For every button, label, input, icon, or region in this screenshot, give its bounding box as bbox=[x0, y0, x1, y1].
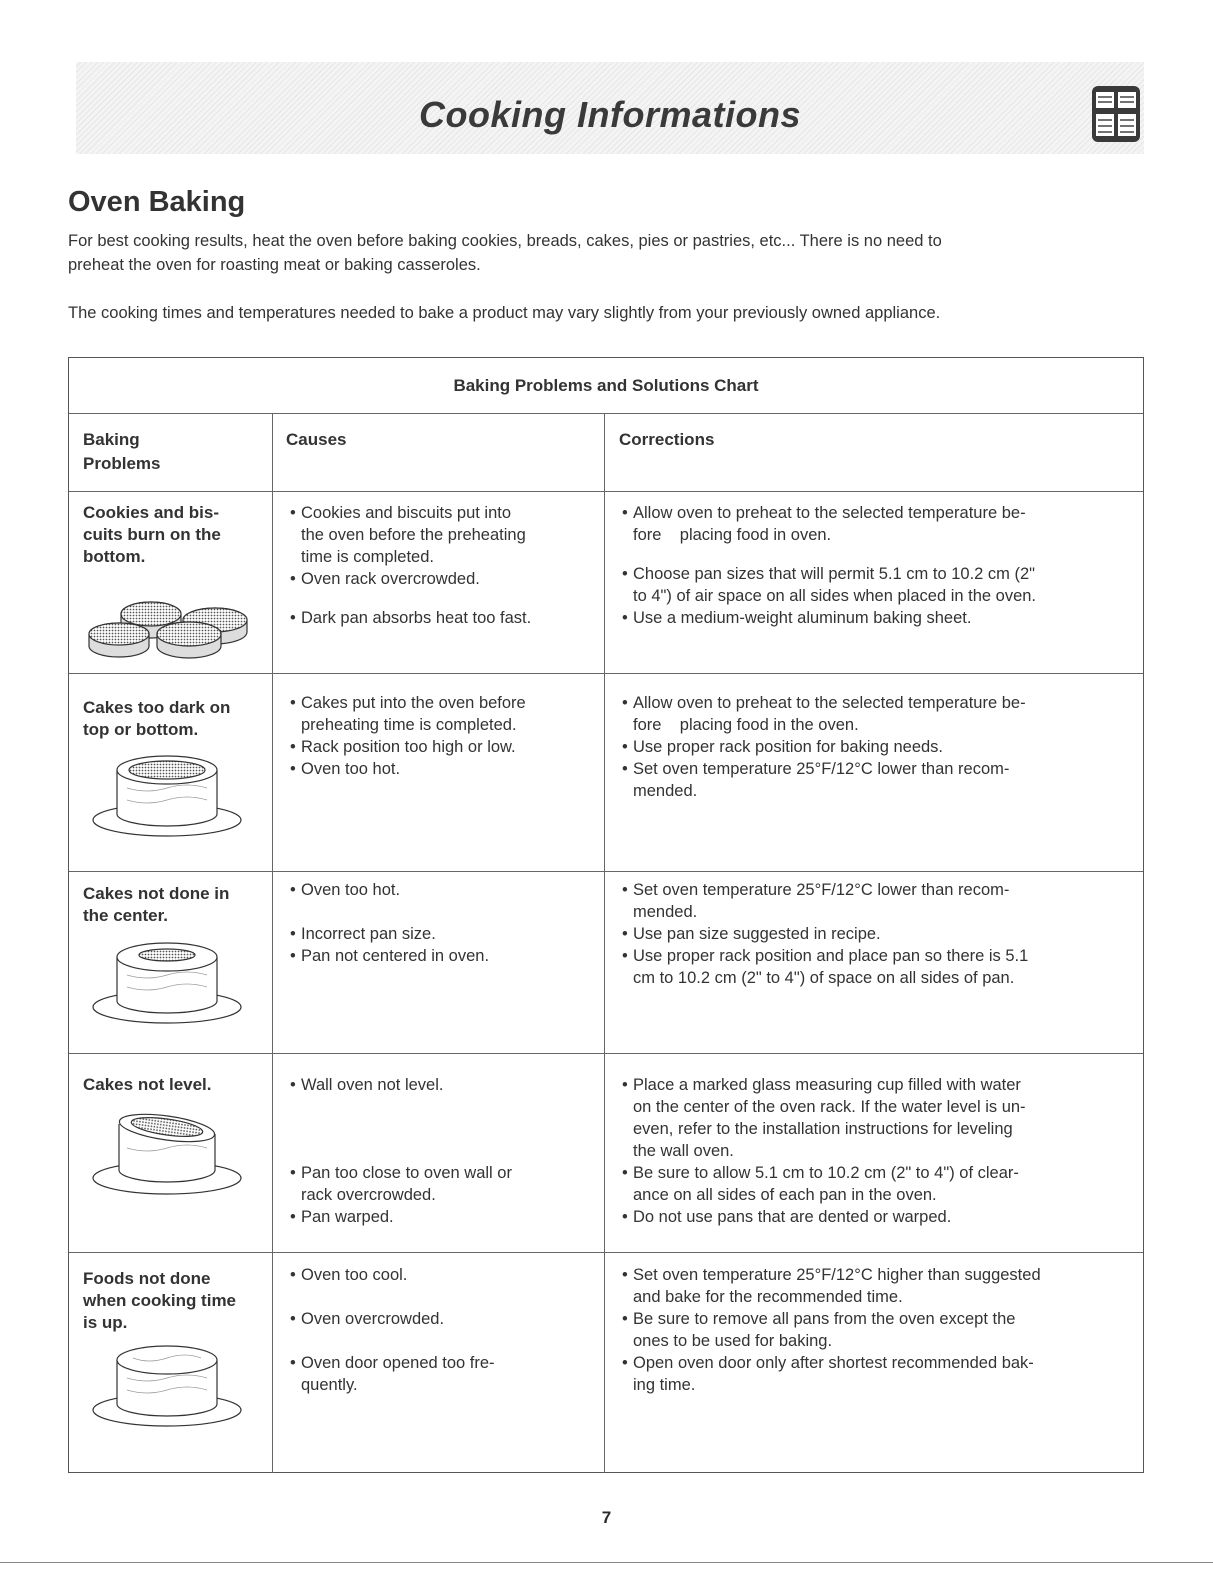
chart-title: Baking Problems and Solutions Chart bbox=[453, 376, 759, 395]
list-item: • Oven too hot. bbox=[290, 881, 401, 899]
table-divider bbox=[69, 871, 1143, 872]
list-item: • Choose pan sizes that will permit 5.1 cm to 10.2 cm (2" to 4") of air space on all sides when placed in the oven. bbox=[622, 565, 1037, 605]
corrections-list bbox=[606, 879, 1136, 989]
list-item: • Cakes put into the oven before preheating time is completed. bbox=[290, 694, 526, 734]
corrections-list bbox=[606, 1264, 1136, 1396]
list-item: • Cookies and biscuits put into the oven before the preheating time is completed. bbox=[290, 504, 526, 566]
list-item: • Pan warped. bbox=[290, 1208, 394, 1226]
list-item: • Dark pan absorbs heat too fast. bbox=[290, 609, 532, 627]
cookies-illustration bbox=[87, 584, 257, 667]
corrections-list bbox=[606, 502, 1136, 629]
causes-list bbox=[274, 502, 599, 629]
header-baking-problems: Baking Problems bbox=[83, 430, 161, 473]
table-divider bbox=[69, 1053, 1143, 1054]
list-item: • Place a marked glass measuring cup filled with water on the center of the oven rack. If the water level is un- even, refer to the installation instructions for leveling the wall oven. bbox=[622, 1076, 1026, 1160]
table-divider bbox=[69, 1252, 1143, 1253]
banner-title: Cooking Informations bbox=[419, 94, 801, 135]
corrections-list bbox=[606, 1074, 1136, 1228]
list-item: • Oven too hot. bbox=[290, 760, 401, 778]
page-bottom-rule bbox=[0, 1562, 1213, 1563]
list-item: • Be sure to allow 5.1 cm to 10.2 cm (2" to 4") of clear- ance on all sides of each pan in the oven. bbox=[622, 1164, 1019, 1204]
header-corrections: Corrections bbox=[619, 430, 715, 449]
cake-illustration bbox=[87, 1338, 247, 1435]
corrections-list bbox=[606, 692, 1136, 802]
causes-list bbox=[274, 1264, 599, 1396]
list-item: • Be sure to remove all pans from the oven except the ones to be used for baking. bbox=[622, 1310, 1016, 1350]
list-item: • Allow oven to preheat to the selected temperature be- fore placing food in the oven. bbox=[622, 694, 1026, 734]
table-divider bbox=[69, 491, 1143, 492]
causes-list bbox=[274, 692, 599, 780]
causes-list bbox=[274, 879, 599, 967]
list-item: • Use a medium-weight aluminum baking sheet. bbox=[622, 609, 972, 627]
list-item: • Use pan size suggested in recipe. bbox=[622, 925, 881, 943]
table-divider bbox=[69, 413, 1143, 414]
list-item: • Pan too close to oven wall or rack overcrowded. bbox=[290, 1164, 512, 1204]
section-heading: Oven Baking bbox=[68, 186, 246, 218]
cake-illustration bbox=[87, 748, 247, 845]
header-causes: Causes bbox=[286, 430, 347, 449]
baking-problems-chart bbox=[68, 357, 1144, 1473]
list-item: • Set oven temperature 25°F/12°C lower than recom- mended. bbox=[622, 881, 1010, 921]
intro-line-1: For best cooking results, heat the oven before baking cookies, breads, cakes, pies or pastries, etc... There is no need to bbox=[68, 232, 942, 250]
causes-list bbox=[274, 1074, 599, 1228]
list-item: • Set oven temperature 25°F/12°C higher than suggested and bake for the recommended time. bbox=[622, 1266, 1041, 1306]
cake-illustration bbox=[87, 935, 247, 1032]
problem-cakes-not-done-center: Cakes not done in the center. bbox=[83, 884, 230, 925]
list-item: • Set oven temperature 25°F/12°C lower than recom- mended. bbox=[622, 760, 1010, 800]
intro-paragraph-2: The cooking times and temperatures needed to bake a product may vary slightly from your previously owned appliance. bbox=[68, 304, 941, 322]
list-item: • Wall oven not level. bbox=[290, 1076, 444, 1094]
list-item: • Pan not centered in oven. bbox=[290, 947, 490, 965]
list-item: • Rack position too high or low. bbox=[290, 738, 516, 756]
list-item: • Oven too cool. bbox=[290, 1266, 408, 1284]
column-divider bbox=[272, 413, 273, 1473]
list-item: • Allow oven to preheat to the selected temperature be- fore placing food in oven. bbox=[622, 504, 1026, 544]
table-divider bbox=[69, 673, 1143, 674]
page-number: 7 bbox=[601, 1508, 612, 1527]
column-divider bbox=[604, 413, 605, 1473]
problem-cakes-too-dark: Cakes too dark on top or bottom. bbox=[83, 698, 231, 739]
list-item: • Use proper rack position and place pan so there is 5.1 cm to 10.2 cm (2" to 4") of space on all sides of pan. bbox=[622, 947, 1029, 987]
list-item: • Use proper rack position for baking needs. bbox=[622, 738, 944, 756]
problem-cookies-burn: Cookies and bis- cuits burn on the bottom. bbox=[83, 503, 221, 566]
list-item: • Oven rack overcrowded. bbox=[290, 570, 480, 588]
list-item: • Oven door opened too fre- quently. bbox=[290, 1354, 495, 1394]
list-item: • Do not use pans that are dented or warped. bbox=[622, 1208, 952, 1226]
intro-line-2: preheat the oven for roasting meat or baking casseroles. bbox=[68, 256, 481, 274]
list-item: • Oven overcrowded. bbox=[290, 1310, 445, 1328]
list-item: • Open oven door only after shortest recommended bak- ing time. bbox=[622, 1354, 1034, 1394]
cooking-info-icon bbox=[1088, 82, 1144, 146]
header-banner bbox=[76, 62, 1144, 154]
tilted-cake-illustration bbox=[87, 1106, 247, 1203]
list-item: • Incorrect pan size. bbox=[290, 925, 436, 943]
problem-cakes-not-level: Cakes not level. bbox=[83, 1075, 212, 1094]
problem-foods-not-done: Foods not done when cooking time is up. bbox=[83, 1269, 237, 1332]
